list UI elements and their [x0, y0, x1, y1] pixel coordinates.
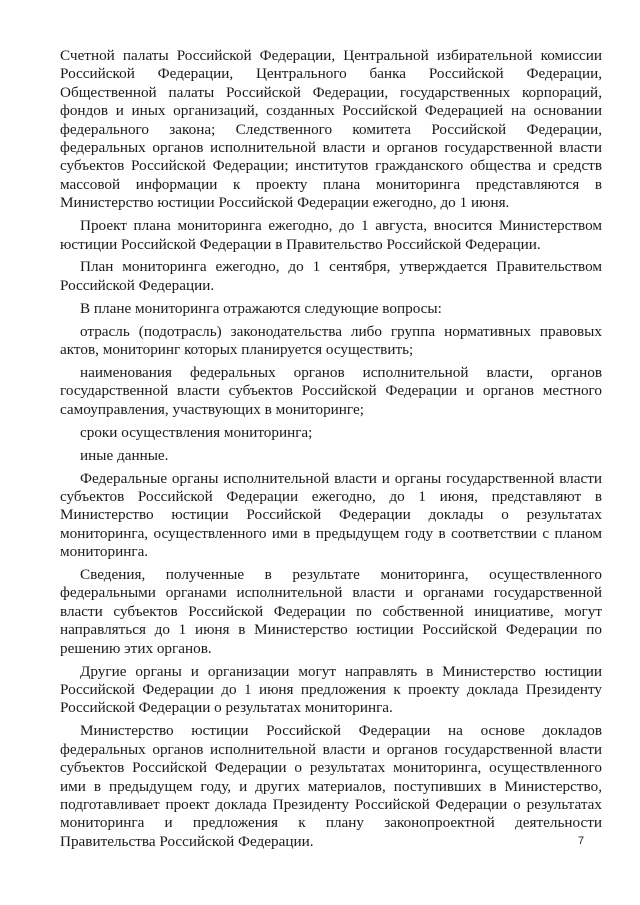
- paragraph-2: Проект плана мониторинга ежегодно, до 1 августа, вносится Министерством юстиции Российской Федерации в Правительство Российской Федерации.: [60, 217, 602, 253]
- list-item-deadlines: сроки осуществления мониторинга;: [80, 423, 313, 441]
- paragraph-4: В плане мониторинга отражаются следующие вопросы:: [80, 299, 442, 317]
- paragraph-11: Другие органы и организации могут направлять в Министерство юстиции Российской Федерации до 1 июня предложения к проекту доклада Президенту Российской Федерации о результатах мониторинга.: [60, 662, 602, 717]
- document-body: [60, 47, 602, 856]
- list-item-branch: отрасль (подотрасль) законодательства либо группа нормативных правовых актов, мониторинг которых планируется осуществить;: [60, 322, 602, 359]
- paragraph-1: Счетной палаты Российской Федерации, Центральной избирательной комиссии Российской Федерации, Центрального банка Российской Федерации, Общественной палаты Российской Федерации, государственных корпораций, фондов и иных организаций, созданных Российской Федерацией на основании федерального закона; Следственного комитета Российской Федерации, федеральных органов исполнительной власти и органов государственной власти субъектов Российской Федерации; институтов гражданского общества и средств массовой информации к проекту плана мониторинга представляются в Министерство юстиции Российской Федерации ежегодно, до 1 июня.: [60, 47, 602, 212]
- list-item-bodies: наименования федеральных органов исполнительной власти, органов государственной власти субъектов Российской Федерации и органов местного самоуправления, участвующих в мониторинге;: [60, 364, 602, 418]
- page-number: 7: [578, 835, 585, 847]
- paragraph-12: Министерство юстиции Российской Федерации на основе докладов федеральных органов исполнительной власти и органов государственной власти субъектов Российской Федерации о результатах мониторинга, осуществленного ими в предыдущем году, и других материалов, поступивших в Министерство, подготавливает проект доклада Президенту Российской Федерации о результатах мониторинга и предложения к плану законопроектной деятельности Правительства Российской Федерации.: [60, 722, 602, 850]
- list-item-other: иные данные.: [80, 446, 169, 464]
- paragraph-3: План мониторинга ежегодно, до 1 сентября, утверждается Правительством Российской Федерации.: [60, 258, 602, 294]
- paragraph-9: Федеральные органы исполнительной власти и органы государственной власти субъектов Российской Федерации ежегодно, до 1 июня, представляют в Министерство юстиции Российской Федерации доклады о результатах мониторинга, осуществленного ими в предыдущем году в соответствии с планом мониторинга.: [60, 469, 602, 561]
- paragraph-10: Сведения, полученные в результате мониторинга, осуществленного федеральными органами исполнительной власти и органами государственной власти субъектов Российской Федерации по собственной инициативе, могут направляться до 1 июня в Министерство юстиции Российской Федерации по решению этих органов.: [60, 566, 602, 657]
